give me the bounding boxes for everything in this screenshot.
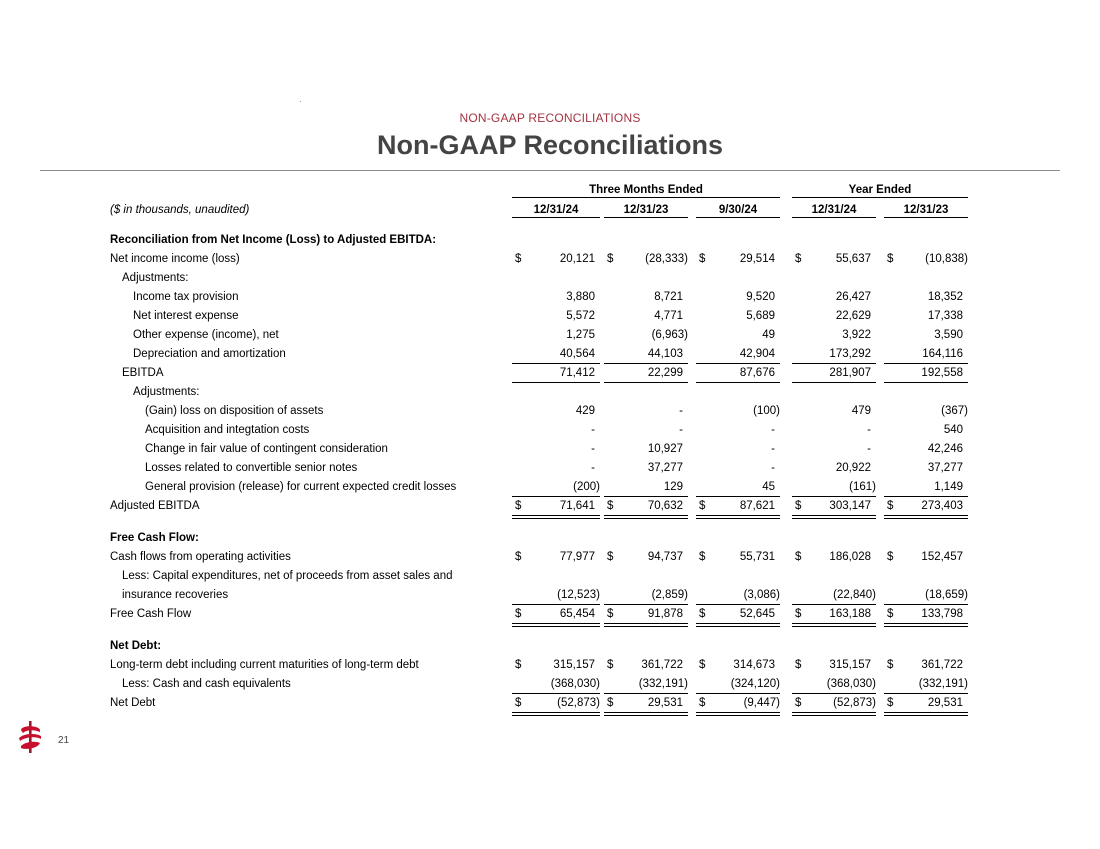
cell-value: 361,722 xyxy=(921,659,963,671)
table-cell xyxy=(604,497,688,516)
row-label: Free Cash Flow: xyxy=(110,532,199,544)
row-label: Depreciation and amortization xyxy=(133,348,286,360)
cell-value: 42,246 xyxy=(927,443,963,455)
cell-value: 94,737 xyxy=(647,551,683,563)
cell-value: 20,121 xyxy=(559,253,595,265)
cell-value: 129 xyxy=(663,481,683,493)
table-cell xyxy=(792,326,876,345)
currency-symbol: $ xyxy=(699,608,706,620)
cell-value: (2,859) xyxy=(651,589,688,601)
table-cell xyxy=(604,250,688,269)
table-row xyxy=(0,586,1100,605)
table-cell xyxy=(696,326,780,345)
cell-value: 87,621 xyxy=(739,500,775,512)
table-cell xyxy=(884,250,968,269)
cell-value: 17,338 xyxy=(927,310,963,322)
double-underline xyxy=(604,715,688,716)
cell-value: (52,873) xyxy=(557,697,600,709)
currency-symbol: $ xyxy=(515,253,522,265)
cell-value: - xyxy=(679,405,683,417)
row-label: (Gain) loss on disposition of assets xyxy=(145,405,324,417)
table-cell xyxy=(884,345,968,364)
table-cell xyxy=(884,478,968,497)
table-row xyxy=(0,497,1100,516)
double-underline xyxy=(884,715,968,716)
row-label: Net Debt: xyxy=(110,640,162,652)
currency-symbol: $ xyxy=(699,551,706,563)
units-note: ($ in thousands, unaudited) xyxy=(110,204,250,216)
table-row xyxy=(0,326,1100,345)
cell-value: (28,333) xyxy=(645,253,688,265)
table-cell xyxy=(604,345,688,364)
row-label: Net income income (loss) xyxy=(110,253,240,265)
currency-symbol: $ xyxy=(515,697,522,709)
table-row xyxy=(0,637,1100,656)
table-cell xyxy=(792,402,876,421)
table-cell xyxy=(512,364,600,383)
cell-value: 22,629 xyxy=(835,310,871,322)
cell-value: - xyxy=(771,424,775,436)
cell-value: (100) xyxy=(753,405,780,417)
table-row xyxy=(0,529,1100,548)
currency-symbol: $ xyxy=(607,608,614,620)
table-cell xyxy=(792,694,876,713)
table-cell xyxy=(604,478,688,497)
table-cell xyxy=(696,307,780,326)
cell-value: 152,457 xyxy=(921,551,963,563)
row-label: Change in fair value of contingent consideration xyxy=(145,443,388,455)
cell-value: 303,147 xyxy=(829,500,871,512)
cell-value: (6,963) xyxy=(651,329,688,341)
cell-value: 315,157 xyxy=(553,659,595,671)
table-row xyxy=(0,605,1100,624)
cell-value: 5,689 xyxy=(746,310,775,322)
table-cell xyxy=(512,421,600,440)
cell-value: (9,447) xyxy=(743,697,780,709)
table-cell xyxy=(696,402,780,421)
table-row xyxy=(0,307,1100,326)
table-row xyxy=(0,288,1100,307)
cell-value: 29,531 xyxy=(647,697,683,709)
column-header-fy-2024: 12/31/24 xyxy=(792,204,876,216)
currency-symbol: $ xyxy=(887,253,894,265)
cell-value: 1,275 xyxy=(566,329,595,341)
double-underline xyxy=(512,715,600,716)
table-cell xyxy=(604,288,688,307)
row-label: Acquisition and integtation costs xyxy=(145,424,310,436)
cell-value: - xyxy=(867,443,871,455)
table-cell xyxy=(792,288,876,307)
table-cell xyxy=(696,459,780,478)
currency-symbol: $ xyxy=(795,659,802,671)
currency-symbol: $ xyxy=(795,500,802,512)
total-underline xyxy=(512,712,600,713)
total-underline xyxy=(696,712,780,713)
cell-value: 9,520 xyxy=(746,291,775,303)
table-row xyxy=(0,250,1100,269)
currency-symbol: $ xyxy=(795,608,802,620)
table-cell xyxy=(884,605,968,624)
table-row xyxy=(0,656,1100,675)
cell-value: - xyxy=(771,443,775,455)
cell-value: (368,030) xyxy=(550,678,600,690)
group-header-year: Year Ended xyxy=(792,184,968,196)
row-label: Cash flows from operating activities xyxy=(110,551,291,563)
table-cell xyxy=(696,497,780,516)
cell-value: 429 xyxy=(575,405,595,417)
row-label: Adjustments: xyxy=(122,272,189,284)
cell-value: 479 xyxy=(851,405,871,417)
row-label: Adjustments: xyxy=(133,386,200,398)
cell-value: - xyxy=(679,424,683,436)
currency-symbol: $ xyxy=(887,551,894,563)
cell-value: (22,840) xyxy=(833,589,876,601)
cell-value: 18,352 xyxy=(927,291,963,303)
cell-value: 361,722 xyxy=(641,659,683,671)
section-label: NON-GAAP RECONCILIATIONS xyxy=(459,111,641,125)
table-cell xyxy=(512,250,600,269)
table-cell xyxy=(884,694,968,713)
page-number: 21 xyxy=(58,735,70,746)
total-underline xyxy=(604,712,688,713)
currency-symbol: $ xyxy=(887,697,894,709)
table-cell xyxy=(884,586,968,605)
row-label: insurance recoveries xyxy=(122,589,229,601)
table-cell xyxy=(792,497,876,516)
cell-value: (12,523) xyxy=(557,589,600,601)
cell-value: 45 xyxy=(762,481,775,493)
cell-value: - xyxy=(591,462,595,474)
cell-value: 281,907 xyxy=(829,367,871,379)
cell-value: 3,922 xyxy=(842,329,871,341)
table-cell xyxy=(884,421,968,440)
row-label: Reconciliation from Net Income (Loss) to Adjusted EBITDA: xyxy=(110,234,437,246)
table-row xyxy=(0,364,1100,383)
cell-value: 65,454 xyxy=(559,608,595,620)
cell-value: 29,514 xyxy=(739,253,775,265)
cell-value: 71,641 xyxy=(559,500,595,512)
table-row xyxy=(0,345,1100,364)
cell-value: (200) xyxy=(573,481,600,493)
group-header-three-months: Three Months Ended xyxy=(512,184,780,196)
cell-value: 44,103 xyxy=(647,348,683,360)
cell-value: (324,120) xyxy=(730,678,780,690)
currency-symbol: $ xyxy=(795,253,802,265)
row-label: Long-term debt including current maturities of long-term debt xyxy=(110,659,419,671)
table-cell xyxy=(792,345,876,364)
row-label: Less: Cash and cash equivalents xyxy=(122,678,291,690)
cell-value: - xyxy=(867,424,871,436)
table-cell xyxy=(604,605,688,624)
cell-value: 273,403 xyxy=(921,500,963,512)
table-cell xyxy=(604,586,688,605)
table-cell xyxy=(884,656,968,675)
cell-value: 70,632 xyxy=(647,500,683,512)
table-row xyxy=(0,675,1100,694)
cell-value: 1,149 xyxy=(934,481,963,493)
currency-symbol: $ xyxy=(515,500,522,512)
cell-value: (332,191) xyxy=(638,678,688,690)
cell-value: 55,731 xyxy=(739,551,775,563)
table-cell xyxy=(884,326,968,345)
row-label: Losses related to convertible senior notes xyxy=(145,462,358,474)
row-label: General provision (release) for current expected credit losses xyxy=(145,481,457,493)
cell-value: (10,838) xyxy=(925,253,968,265)
cell-value: 5,572 xyxy=(566,310,595,322)
table-cell xyxy=(604,421,688,440)
column-header-q3-2024: 9/30/24 xyxy=(696,204,780,216)
table-cell xyxy=(512,675,600,694)
table-cell xyxy=(512,326,600,345)
table-cell xyxy=(884,402,968,421)
table-row xyxy=(0,478,1100,497)
cell-value: 540 xyxy=(943,424,963,436)
currency-symbol: $ xyxy=(699,659,706,671)
cell-value: - xyxy=(591,424,595,436)
table-cell xyxy=(604,364,688,383)
table-cell xyxy=(696,605,780,624)
table-row xyxy=(0,421,1100,440)
table-cell xyxy=(604,307,688,326)
cell-value: 26,427 xyxy=(835,291,871,303)
table-row xyxy=(0,459,1100,478)
currency-symbol: $ xyxy=(887,659,894,671)
currency-symbol: $ xyxy=(515,551,522,563)
cell-value: (3,086) xyxy=(743,589,780,601)
total-underline xyxy=(884,712,968,713)
table-cell xyxy=(696,656,780,675)
table-cell xyxy=(512,402,600,421)
double-underline xyxy=(792,715,876,716)
currency-symbol: $ xyxy=(699,253,706,265)
currency-symbol: $ xyxy=(515,608,522,620)
table-row xyxy=(0,694,1100,713)
cell-value: 133,798 xyxy=(921,608,963,620)
table-cell xyxy=(604,440,688,459)
table-cell xyxy=(512,656,600,675)
cell-value: (161) xyxy=(849,481,876,493)
column-header-q4-2024: 12/31/24 xyxy=(512,204,600,216)
currency-symbol: $ xyxy=(607,659,614,671)
column-header-fy-2023: 12/31/23 xyxy=(884,204,968,216)
cell-value: (52,873) xyxy=(833,697,876,709)
currency-symbol: $ xyxy=(887,608,894,620)
row-label: Adjusted EBITDA xyxy=(110,500,200,512)
table-cell xyxy=(792,307,876,326)
cell-value: 37,277 xyxy=(647,462,683,474)
cell-value: 49 xyxy=(762,329,775,341)
cell-value: 10,927 xyxy=(647,443,683,455)
table-cell xyxy=(884,548,968,567)
table-cell xyxy=(792,675,876,694)
double-underline xyxy=(696,715,780,716)
table-cell xyxy=(512,307,600,326)
table-cell xyxy=(792,478,876,497)
table-cell xyxy=(792,605,876,624)
row-label: Income tax provision xyxy=(133,291,239,303)
cell-value: 52,645 xyxy=(739,608,775,620)
table-cell xyxy=(696,694,780,713)
table-cell xyxy=(792,459,876,478)
table-cell xyxy=(792,548,876,567)
cell-value: 87,676 xyxy=(739,367,775,379)
table-cell xyxy=(696,440,780,459)
table-cell xyxy=(884,497,968,516)
stray-dot xyxy=(300,101,301,102)
cell-value: 71,412 xyxy=(559,367,595,379)
currency-symbol: $ xyxy=(887,500,894,512)
table-cell xyxy=(884,675,968,694)
table-cell xyxy=(512,288,600,307)
table-cell xyxy=(792,586,876,605)
row-label: EBITDA xyxy=(122,367,164,379)
table-cell xyxy=(512,497,600,516)
table-cell xyxy=(884,288,968,307)
table-cell xyxy=(512,440,600,459)
currency-symbol: $ xyxy=(607,551,614,563)
table-row xyxy=(0,231,1100,250)
table-cell xyxy=(696,364,780,383)
currency-symbol: $ xyxy=(795,697,802,709)
table-row xyxy=(0,440,1100,459)
cell-value: 173,292 xyxy=(829,348,871,360)
table-cell xyxy=(792,250,876,269)
table-cell xyxy=(696,421,780,440)
currency-symbol: $ xyxy=(699,697,706,709)
currency-symbol: $ xyxy=(607,500,614,512)
table-cell xyxy=(604,459,688,478)
currency-symbol: $ xyxy=(515,659,522,671)
table-cell xyxy=(604,402,688,421)
cell-value: 314,673 xyxy=(733,659,775,671)
table-cell xyxy=(696,478,780,497)
table-cell xyxy=(696,548,780,567)
table-cell xyxy=(884,440,968,459)
table-cell xyxy=(512,694,600,713)
cell-value: 4,771 xyxy=(654,310,683,322)
cell-value: 77,977 xyxy=(559,551,595,563)
table-cell xyxy=(512,548,600,567)
page-title: Non-GAAP Reconciliations xyxy=(376,130,724,160)
table-cell xyxy=(792,421,876,440)
table-row xyxy=(0,548,1100,567)
table-cell xyxy=(792,656,876,675)
cell-value: 163,188 xyxy=(829,608,871,620)
table-cell xyxy=(512,478,600,497)
column-header-row xyxy=(0,204,1100,220)
cell-value: (18,659) xyxy=(925,589,968,601)
cell-value: 91,878 xyxy=(647,608,683,620)
row-label: Less: Capital expenditures, net of proceeds from asset sales and xyxy=(122,570,453,582)
table-cell xyxy=(696,345,780,364)
cell-value: 315,157 xyxy=(829,659,871,671)
cell-value: 37,277 xyxy=(927,462,963,474)
table-cell xyxy=(604,326,688,345)
cell-value: (367) xyxy=(941,405,968,417)
cell-value: (368,030) xyxy=(826,678,876,690)
currency-symbol: $ xyxy=(699,500,706,512)
table-cell xyxy=(604,675,688,694)
cell-value: - xyxy=(591,443,595,455)
table-cell xyxy=(792,364,876,383)
table-row xyxy=(0,383,1100,402)
cell-value: 20,922 xyxy=(835,462,871,474)
company-logo-icon xyxy=(18,721,42,753)
cell-value: 186,028 xyxy=(829,551,871,563)
table-cell xyxy=(512,586,600,605)
table-cell xyxy=(696,586,780,605)
cell-value: (332,191) xyxy=(918,678,968,690)
table-cell xyxy=(604,694,688,713)
table-cell xyxy=(696,250,780,269)
currency-symbol: $ xyxy=(607,253,614,265)
cell-value: 3,880 xyxy=(566,291,595,303)
cell-value: 192,558 xyxy=(921,367,963,379)
row-label: Net interest expense xyxy=(133,310,239,322)
column-header-q4-2023: 12/31/23 xyxy=(604,204,688,216)
table-row xyxy=(0,269,1100,288)
row-label: Net Debt xyxy=(110,697,156,709)
table-cell xyxy=(604,656,688,675)
cell-value: - xyxy=(771,462,775,474)
table-row xyxy=(0,567,1100,586)
cell-value: 8,721 xyxy=(654,291,683,303)
row-label: Free Cash Flow xyxy=(110,608,192,620)
table-cell xyxy=(696,288,780,307)
table-cell xyxy=(604,548,688,567)
cell-value: 164,116 xyxy=(922,348,963,360)
table-cell xyxy=(512,459,600,478)
cell-value: 29,531 xyxy=(927,697,963,709)
table-cell xyxy=(884,307,968,326)
table-cell xyxy=(512,345,600,364)
cell-value: 40,564 xyxy=(559,348,595,360)
cell-value: 3,590 xyxy=(934,329,963,341)
currency-symbol: $ xyxy=(795,551,802,563)
total-underline xyxy=(792,712,876,713)
table-cell xyxy=(792,440,876,459)
cell-value: 22,299 xyxy=(647,367,683,379)
currency-symbol: $ xyxy=(607,697,614,709)
cell-value: 55,637 xyxy=(835,253,871,265)
table-cell xyxy=(884,364,968,383)
row-label: Other expense (income), net xyxy=(133,329,279,341)
title-divider xyxy=(40,170,1060,171)
cell-value: 42,904 xyxy=(739,348,775,360)
table-row xyxy=(0,402,1100,421)
table-cell xyxy=(884,459,968,478)
table-cell xyxy=(696,675,780,694)
table-cell xyxy=(512,605,600,624)
